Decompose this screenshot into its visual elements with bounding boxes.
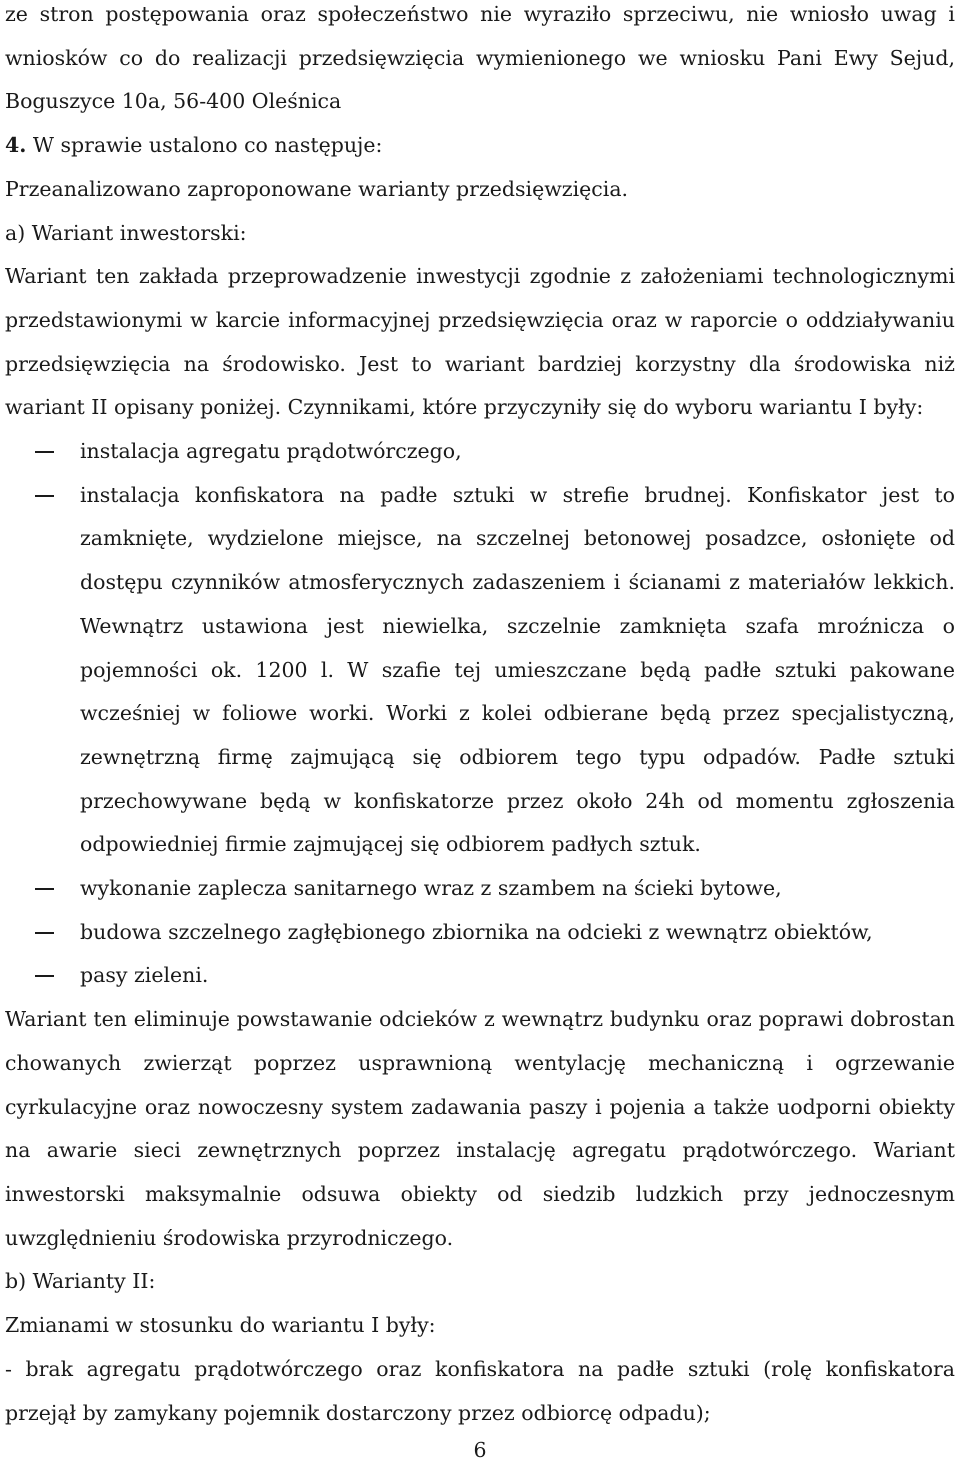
dash-bullet-icon [35, 495, 54, 497]
list-item [5, 474, 955, 867]
point-4-text: W sprawie ustalono co następuje: [26, 133, 383, 158]
list-item [5, 430, 955, 474]
variant-b-intro: Zmianami w stosunku do wariantu I były: [5, 1313, 436, 1338]
dash-bullet-icon [35, 975, 54, 977]
page-number: 6 [473, 1438, 487, 1462]
point-4-line [5, 124, 955, 168]
list-item [5, 954, 955, 998]
variant-a-summary: Wariant ten eliminuje powstawanie odcieków z wewnątrz budynku oraz poprawi dobrostan chowanych zwierząt poprzez usprawnioną wentylację mechaniczną i ogrzewanie cyrkulacyjne oraz nowoczesny system zadawania paszy i pojenia a także uodporni obiekty na awarie sieci zewnętrznych poprzez instalację agregatu prądotwórczego. Wariant inwestorski maksymalnie odsuwa obiekty od siedzib ludzkich przy jednoczesnym uwzględnieniu środowiska przyrodniczego. [5, 1007, 955, 1250]
dash-bullet-icon [35, 451, 54, 453]
list-item-text: pasy zieleni. [80, 963, 209, 988]
list-item-text: budowa szczelnego zagłębionego zbiornika na odcieki z wewnątrz obiektów, [80, 919, 873, 944]
dash-bullet-icon [35, 932, 54, 934]
document-page [5, 0, 955, 1435]
list-item-text: instalacja agregatu prądotwórczego, [80, 439, 462, 464]
intro-paragraph: ze stron postępowania oraz społeczeństwo nie wyraziło sprzeciwu, nie wniosło uwag i wniosków co do realizacji przedsięwzięcia wymienionego we wniosku Pani Ewy Sejud, Boguszyce 10a, 56-400 Oleśnica [5, 2, 955, 114]
list-item [5, 911, 955, 955]
dash-bullet-icon [35, 888, 54, 890]
variant-a-body: Wariant ten zakłada przeprowadzenie inwestycji zgodnie z założeniami technologicznymi przedstawionymi w karcie informacyjnej przedsięwzięcia oraz w raporcie o oddziaływaniu przedsięwzięcia na środowisko. Jest to wariant bardziej korzystny dla środowiska niż wariant II opisany poniżej. Czynnikami, które przyczyniły się do wyboru wariantu I były: [5, 264, 955, 420]
point-4-number: 4. [5, 133, 27, 158]
variant-a-heading: a) Wariant inwestorski: [5, 220, 247, 245]
list-item [5, 867, 955, 911]
list-item-text: instalacja konfiskatora na padłe sztuki w strefie brudnej. Konfiskator jest to zamknięte, wydzielone miejsce, na szczelnej betonowej posadzce, osłonięte od dostępu czynników atmosferycznych zadaszeniem i ścianami z materiałów lekkich. Wewnątrz ustawiona jest niewielka, szczelnie zamknięta szafa mroźnicza o pojemności ok. 1200 l. W szafie tej umieszczane będą padłe sztuki pakowane wcześniej w foliowe worki. Worki z kolei odbierane będą przez specjalistyczną, zewnętrzną firmę zajmującą się odbiorem tego typu odpadów. Padłe sztuki przechowywane będą w konfiskatorze przez około 24h od momentu zgłoszenia odpowiedniej firmie zajmującej się odbiorem padłych sztuk. [80, 482, 955, 857]
factors-list [5, 430, 955, 998]
variant-b-item: - brak agregatu prądotwórczego oraz konfiskatora na padłe sztuki (rolę konfiskatora przejął by zamykany pojemnik dostarczony przez odbiorcę odpadu); [5, 1356, 955, 1425]
list-item-text: wykonanie zaplecza sanitarnego wraz z szambem na ścieki bytowe, [80, 876, 782, 901]
variant-b-heading: b) Warianty II: [5, 1269, 156, 1294]
analysis-paragraph: Przeanalizowano zaproponowane warianty przedsięwzięcia. [5, 176, 629, 201]
